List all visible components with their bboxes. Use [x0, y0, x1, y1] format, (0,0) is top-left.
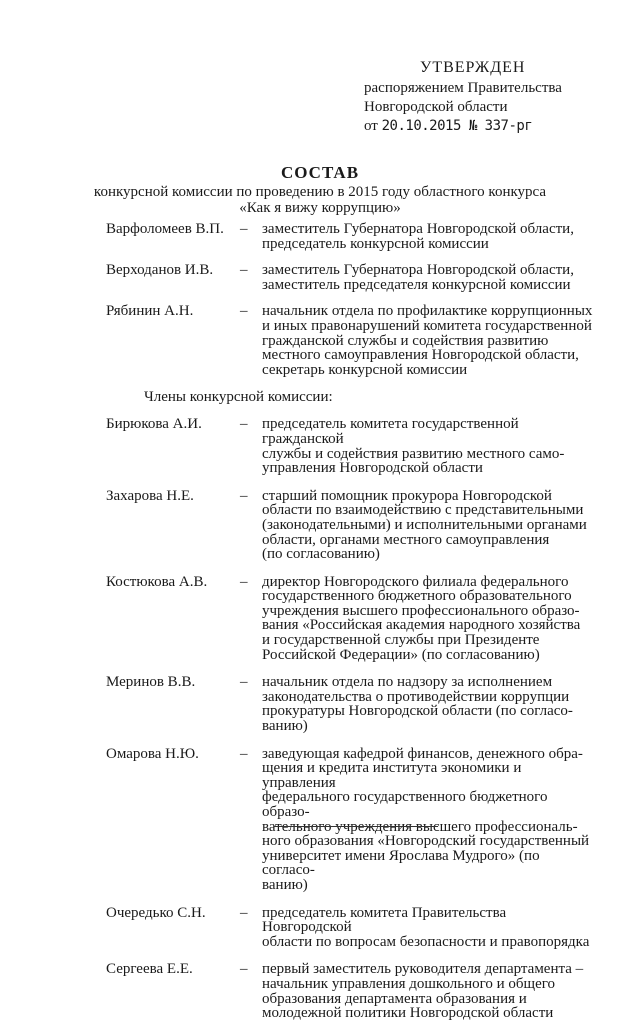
position-line: заместитель председателя конкурсной комиссии	[262, 276, 571, 293]
entry-dash: –	[240, 487, 248, 504]
commission-entry	[106, 263, 596, 292]
commission-entry	[106, 906, 596, 950]
member-position	[262, 575, 596, 663]
position-line: заместитель Губернатора Новгородской области,	[262, 262, 574, 279]
position-line: вания «Российская академия народного хозяйства	[262, 617, 581, 634]
commission-entry	[106, 747, 596, 893]
member-name: Бирюкова А.И.	[106, 416, 202, 433]
entry-dash: –	[240, 961, 248, 978]
entry-dash: –	[240, 262, 248, 279]
entry-dash: –	[240, 573, 248, 590]
member-position	[262, 417, 596, 475]
member-name: Рябинин А.Н.	[106, 303, 194, 320]
position-line: начальник управления дошкольного и общего	[262, 975, 556, 992]
position-line: области по вопросам безопасности и правопорядка	[262, 933, 590, 950]
position-line: управления Новгородской области	[262, 460, 483, 477]
approval-date-prefix: от	[364, 118, 382, 134]
position-line: ного образования «Новгородский государственный	[262, 833, 590, 850]
footer-divider	[274, 826, 438, 827]
position-line: (по согласованию)	[262, 546, 380, 563]
approval-line-1: распоряжением Правительства	[364, 80, 562, 96]
document-subtitle-line-1: конкурсной комиссии по проведению в 2015 году областного конкурса	[93, 184, 547, 200]
position-line: прокуратуры Новгородской области (по согласо-	[262, 703, 573, 720]
position-line: первый заместитель руководителя департамента –	[262, 961, 584, 978]
approval-date-number: 20.10.2015 № 337-рг	[381, 118, 533, 134]
entry-dash: –	[240, 745, 248, 762]
commission-entry	[106, 489, 596, 562]
entry-dash: –	[240, 674, 248, 691]
position-line: старший помощник прокурора Новгородской	[262, 487, 552, 504]
position-line: области по взаимодействию с представительными	[262, 502, 584, 519]
member-position	[262, 489, 596, 562]
position-line: ванию)	[262, 876, 308, 893]
position-line: секретарь конкурсной комиссии	[262, 361, 468, 378]
commission-entry	[106, 222, 596, 251]
members-label: Члены конкурсной комиссии:	[144, 389, 333, 406]
position-line: законодательства о противодействии коррупции	[262, 688, 570, 705]
commission-entry	[106, 575, 596, 663]
position-line: начальник отдела по надзору за исполнением	[262, 674, 553, 691]
entry-dash: –	[240, 303, 248, 320]
position-line: университет имени Ярослава Мудрого» (по согласо-	[262, 847, 540, 879]
member-name: Сергеева Е.Е.	[106, 961, 193, 978]
position-line: гражданской службы и содействия развитию	[262, 332, 549, 349]
member-position	[262, 747, 596, 893]
position-line: заместитель Губернатора Новгородской области,	[262, 221, 574, 237]
leaders-list	[106, 222, 596, 377]
member-name: Омарова Н.Ю.	[106, 745, 199, 762]
position-line: щения и кредита института экономики и управления	[262, 760, 522, 791]
position-line: молодежной политики Новгородской области	[262, 1005, 554, 1021]
document-title: СОСТАВ	[280, 163, 360, 182]
member-position	[262, 222, 596, 251]
document-subtitle-line-2: «Как я вижу коррупцию»	[239, 200, 401, 216]
position-line: Российской Федерации» (по согласованию)	[262, 646, 540, 663]
position-line: образования департамента образования и	[262, 990, 527, 1007]
position-line: заведующая кафедрой финансов, денежного обра-	[262, 745, 583, 762]
member-position	[262, 263, 596, 292]
entry-dash: –	[240, 904, 248, 921]
approval-line-2: Новгородской области	[364, 99, 508, 115]
member-position	[262, 962, 596, 1020]
position-line: председатель комитета Правительства Новгородской	[262, 904, 507, 936]
title-block	[90, 162, 550, 216]
position-line: службы и содействия развитию местного само-	[262, 445, 565, 462]
commission-entry	[106, 304, 596, 377]
position-line: местного самоуправления Новгородской области,	[262, 347, 579, 364]
member-name: Варфоломеев В.П.	[106, 221, 224, 237]
member-name: Очередько С.Н.	[106, 904, 206, 921]
member-position	[262, 675, 596, 733]
position-line: учреждения высшего профессионального образо-	[262, 602, 580, 619]
members-list	[106, 417, 596, 1020]
member-position	[262, 304, 596, 377]
entry-dash: –	[240, 221, 248, 237]
position-line: и государственной службы при Президенте	[262, 632, 540, 649]
position-line: (законодательными) и исполнительными органами	[262, 516, 587, 533]
member-name: Захарова Н.Е.	[106, 487, 194, 504]
position-line: вательного учреждения высшего профессиональ-	[262, 818, 578, 835]
commission-list	[106, 222, 596, 1021]
approval-line-3	[364, 117, 624, 136]
position-line: и иных правонарушений комитета государственной	[262, 317, 592, 334]
entry-dash: –	[240, 416, 248, 433]
position-line: начальник отдела по профилактике коррупционных	[262, 303, 593, 320]
member-name: Меринов В.В.	[106, 674, 196, 691]
position-line: федерального государственного бюджетного образо-	[262, 789, 548, 820]
commission-entry	[106, 675, 596, 733]
position-line: государственного бюджетного образовательного	[262, 588, 572, 605]
commission-entry	[106, 417, 596, 475]
commission-entry	[106, 962, 596, 1020]
position-line: председатель комитета государственной гражданской	[262, 416, 519, 447]
position-line: ванию)	[262, 718, 308, 735]
position-line: председатель конкурсной комиссии	[262, 235, 489, 252]
approved-heading: УТВЕРЖДЕН	[420, 59, 526, 76]
member-name: Костюкова А.В.	[106, 573, 208, 590]
member-name: Верходанов И.В.	[106, 262, 214, 279]
member-position	[262, 906, 596, 950]
position-line: директор Новгородского филиала федерального	[262, 573, 569, 590]
approval-stamp	[364, 58, 624, 136]
position-line: области, органами местного самоуправления	[262, 531, 550, 548]
